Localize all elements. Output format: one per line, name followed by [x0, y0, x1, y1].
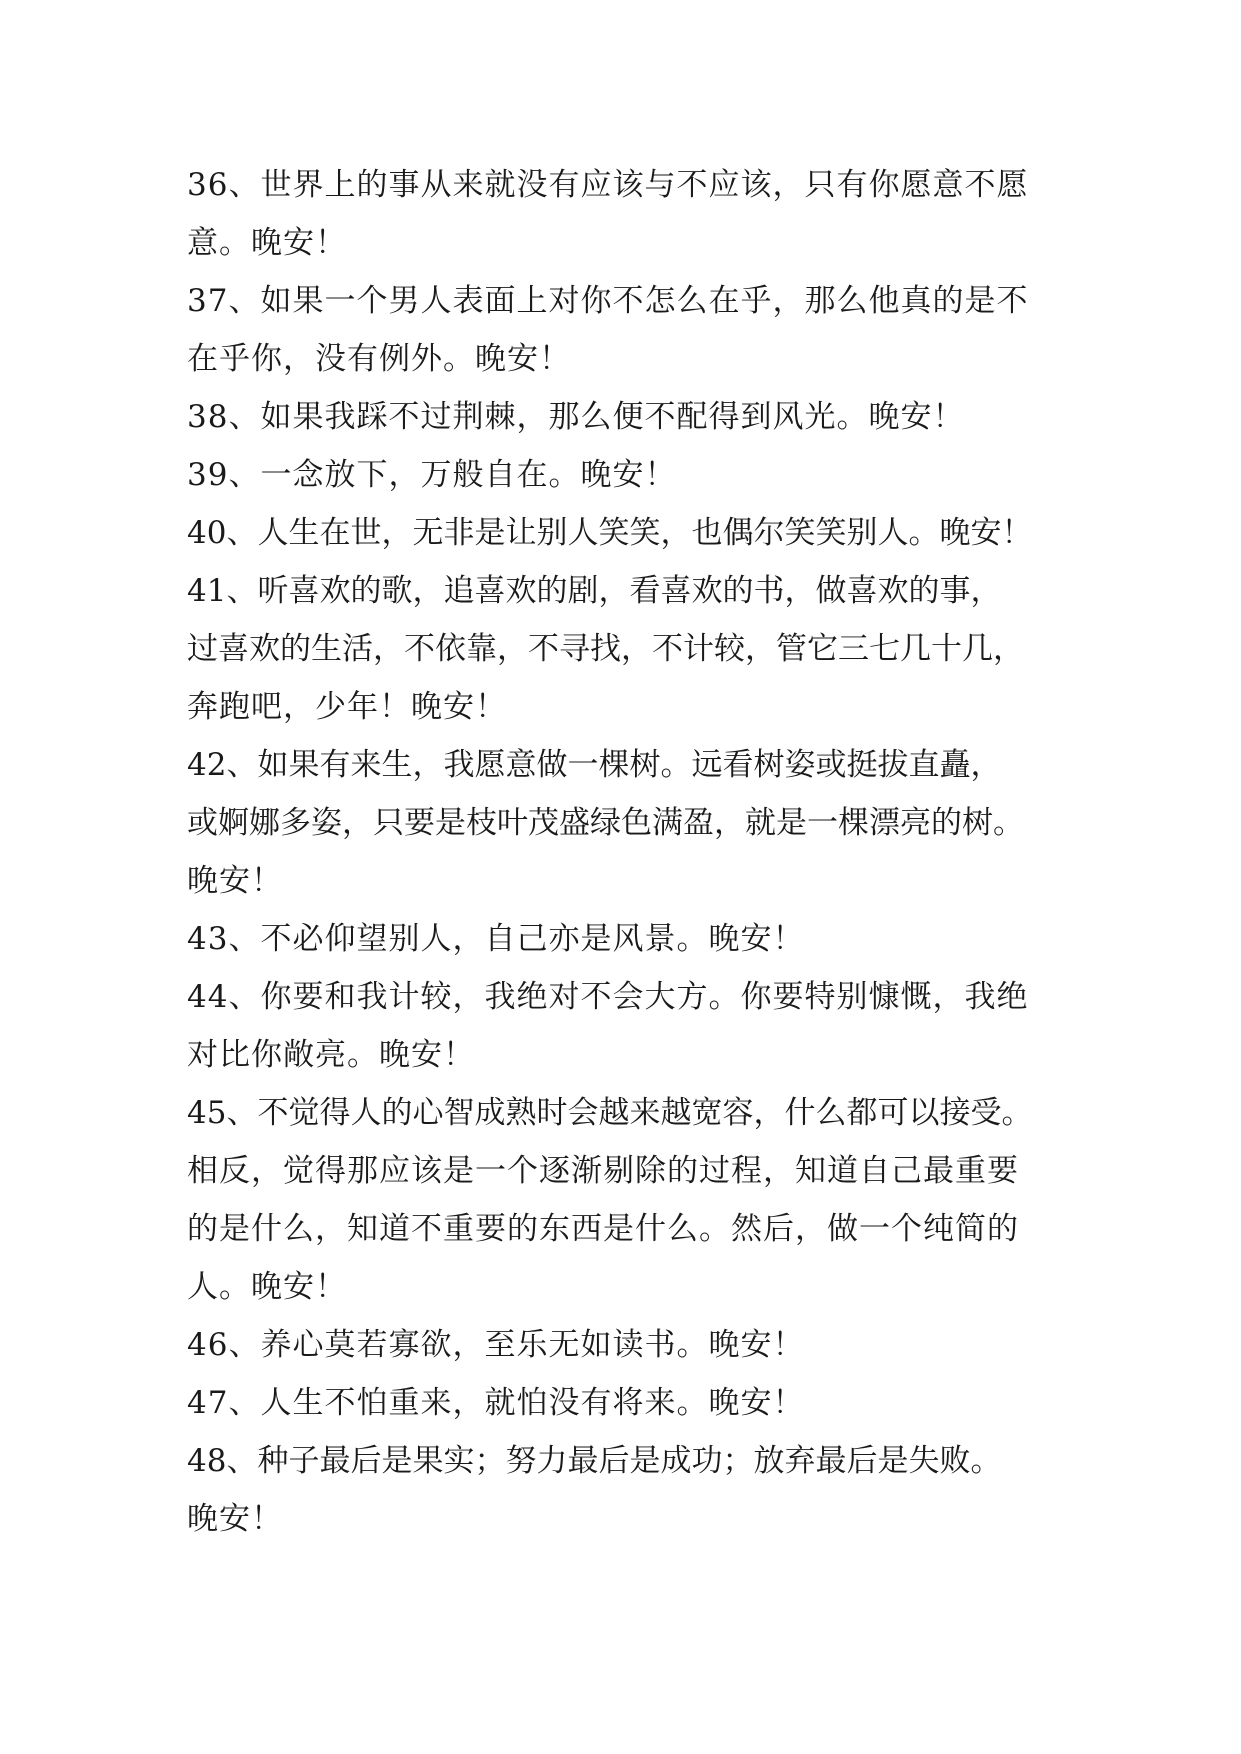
text-line: 44、你要和我计较，我绝对不会大方。你要特别慷慨，我绝	[187, 979, 1029, 1015]
text-line: 39、一念放下，万般自在。晚安！	[187, 457, 677, 493]
text-line: 45、不觉得人的心智成熟时会越来越宽容，什么都可以接受。	[187, 1095, 1033, 1131]
text-line: 人。晚安！	[187, 1269, 347, 1305]
text-line: 38、如果我踩不过荆棘，那么便不配得到风光。晚安！	[187, 399, 965, 435]
text-line: 在乎你，没有例外。晚安！	[187, 341, 571, 377]
text-line: 36、世界上的事从来就没有应该与不应该，只有你愿意不愿	[187, 167, 1029, 203]
text-line: 意。晚安！	[187, 225, 347, 261]
text-line: 相反，觉得那应该是一个逐渐剔除的过程，知道自己最重要	[187, 1153, 1019, 1189]
text-line: 奔跑吧，少年！晚安！	[187, 689, 507, 725]
text-line: 43、不必仰望别人，自己亦是风景。晚安！	[187, 921, 805, 957]
text-line: 40、人生在世，无非是让别人笑笑，也偶尔笑笑别人。晚安！	[187, 515, 1033, 551]
text-line: 46、养心莫若寡欲，至乐无如读书。晚安！	[187, 1327, 805, 1363]
text-line: 对比你敞亮。晚安！	[187, 1037, 475, 1073]
text-line: 41、听喜欢的歌，追喜欢的剧，看喜欢的书，做喜欢的事，	[187, 573, 1002, 609]
document-body	[187, 156, 1067, 1548]
text-line: 47、人生不怕重来，就怕没有将来。晚安！	[187, 1385, 805, 1421]
text-line: 的是什么，知道不重要的东西是什么。然后，做一个纯简的	[187, 1211, 1019, 1247]
text-line: 晚安！	[187, 863, 283, 899]
text-line: 过喜欢的生活，不依靠，不寻找，不计较，管它三七几十几，	[187, 631, 1024, 667]
text-line: 晚安！	[187, 1501, 283, 1537]
text-line: 48、种子最后是果实；努力最后是成功；放弃最后是失败。	[187, 1443, 1002, 1479]
text-line: 42、如果有来生，我愿意做一棵树。远看树姿或挺拔直矗，	[187, 747, 1002, 783]
text-line: 37、如果一个男人表面上对你不怎么在乎，那么他真的是不	[187, 283, 1029, 319]
text-line: 或婀娜多姿，只要是枝叶茂盛绿色满盈，就是一棵漂亮的树。	[187, 805, 1024, 841]
